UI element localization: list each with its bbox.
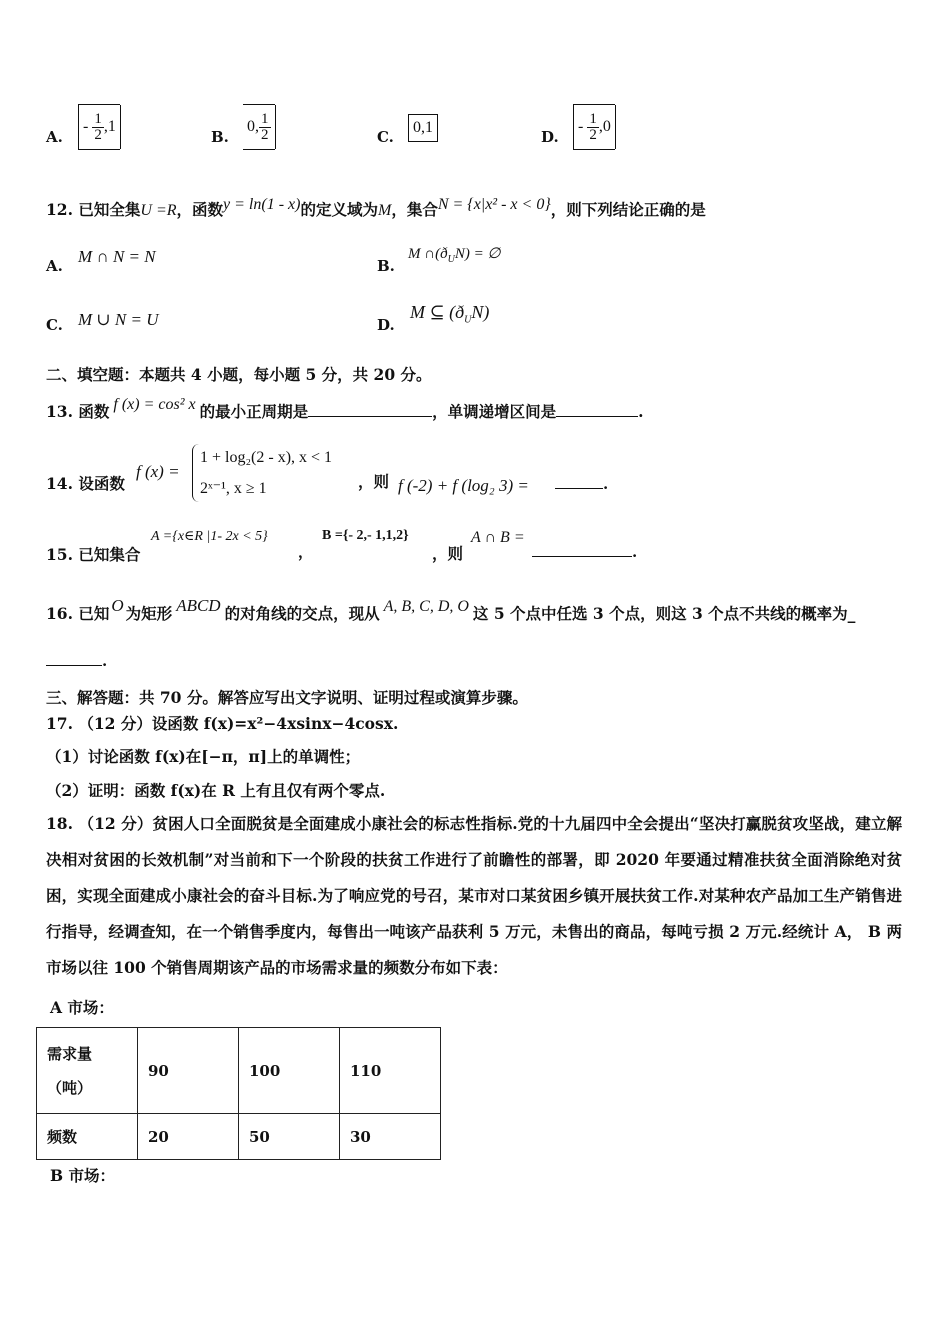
q16: 16. 已知 O 为矩形 ABCD 的对角线的交点，现从 A, B, C, D, O 这 5 个点中任选 3 个点，则这 3 个点不共线的概率为_: [46, 596, 856, 623]
table-header-cell: 需求量 （吨）: [37, 1028, 138, 1114]
q12-option-c: M ∪ N = U: [78, 310, 159, 329]
table-cell: 90: [138, 1028, 239, 1114]
q12-option-b: M $\cap(ð_UN)$ = ∅: [408, 246, 501, 265]
table-cell: 30: [340, 1114, 441, 1160]
q11-option-b-value: 0, $\frac{1}{2}$: [243, 104, 277, 150]
q11-option-a-value: - $\frac{1}{2}$ ,1: [78, 104, 122, 150]
table-header-cell: 频数: [37, 1114, 138, 1160]
section-3-heading: 三、解答题：共 70 分。解答应写出文字说明、证明过程或演算步骤。: [46, 688, 528, 707]
q15-set-b: B ={- 2,- 1,1,2}: [322, 528, 409, 543]
table-cell: 110: [340, 1028, 441, 1114]
table-cell: 100: [239, 1028, 340, 1114]
q11-option-b-label: B.: [211, 128, 229, 146]
q12-option-b-label: B.: [377, 257, 395, 275]
q11-option-c-label: C.: [377, 128, 394, 146]
q11-option-d-value: - $\frac{1}{2}$ ,0: [573, 104, 617, 150]
q14-case-2: 2ˣ⁻¹, x ≥ 1: [200, 480, 267, 497]
q12-stem: 12. 已知全集U =R，函数y = ln(1 - x)的定义域为M，集合N = {x|x² - x < 0}，则下列结论正确的是: [46, 196, 706, 219]
q12-option-a-label: A.: [46, 257, 63, 275]
q18-market-b: B 市场：: [50, 1166, 115, 1185]
q13: 13. 函数 f (x) = cos² x 的最小正周期是 ，单调递增区间是 .: [46, 396, 644, 421]
q14-f-lhs: f (x) =: [136, 462, 180, 481]
table-row: [37, 1114, 441, 1160]
q14-then: ，则: [358, 472, 390, 491]
q11-option-a-label: A.: [46, 128, 63, 146]
q14-prefix: 14. 设函数: [46, 474, 125, 493]
q11-option-c-value: 0,1: [408, 114, 438, 142]
table-row: [37, 1028, 441, 1114]
q16-answer-line: .: [46, 652, 107, 670]
market-a-table: [36, 1027, 441, 1160]
q18-text: 18. （12 分）贫困人口全面脱贫是全面建成小康社会的标志性指标.党的十九届四中全会提出“坚决打赢脱贫攻坚战，建立解决相对贫困的长效机制”对当前和下一个阶段的扶贫工作进行了前瞻性的部署，即 2020 年要通过精准扶贫全面消除绝对贫困，实现全面建成小康社会的奋斗目标.为了响应党的号召，某市对口某贫困乡镇开展扶贫工作.对某种农产品加工生产销售进行指导，经调查知，在一个销售季度内，每售出一吨该产品获利 5 万元，未售出的商品，每吨亏损 2 万元.经统计 A， B 两市场以往 100 个销售周期该产品的市场需求量的频数分布如下表：: [46, 814, 902, 977]
q15-answer: .: [532, 543, 637, 561]
q14-brace: [192, 444, 199, 502]
q14-case-1: 1 + log₂(2 - x), x < 1: [200, 449, 333, 466]
q12-option-d-label: D.: [377, 316, 395, 334]
q14-expr: f (-2) + f (log₂ 3) =: [398, 476, 529, 495]
q15-expr: A ∩ B =: [471, 529, 525, 546]
section-2-heading: 二、填空题：本题共 4 小题，每小题 5 分，共 20 分。: [46, 365, 432, 384]
q15-comma: ，: [298, 543, 314, 561]
table-cell: 20: [138, 1114, 239, 1160]
q14-answer: .: [555, 475, 608, 493]
q12-option-a: M ∩ N = N: [78, 247, 156, 266]
q15-set-a: A ={x∈R |1- 2x < 5}: [151, 529, 268, 544]
q17-line-3: （2）证明：函数 f(x)在 R 上有且仅有两个零点.: [46, 781, 386, 800]
q17-line-2: （1）讨论函数 f(x)在[−π，π]上的单调性；: [46, 747, 361, 766]
q15-prefix: 15. 已知集合: [46, 545, 141, 564]
table-cell: 50: [239, 1114, 340, 1160]
q12-option-d: M ⊆ $(ð_UN)$: [410, 302, 490, 326]
q11-option-d-label: D.: [541, 128, 559, 146]
q12-option-c-label: C.: [46, 316, 63, 334]
q17-line-1: 17. （12 分）设函数 f(x)=x²−4xsinx−4cosx.: [46, 714, 399, 733]
q15-then: ，则: [432, 544, 464, 563]
q18-market-a: A 市场：: [50, 998, 114, 1017]
